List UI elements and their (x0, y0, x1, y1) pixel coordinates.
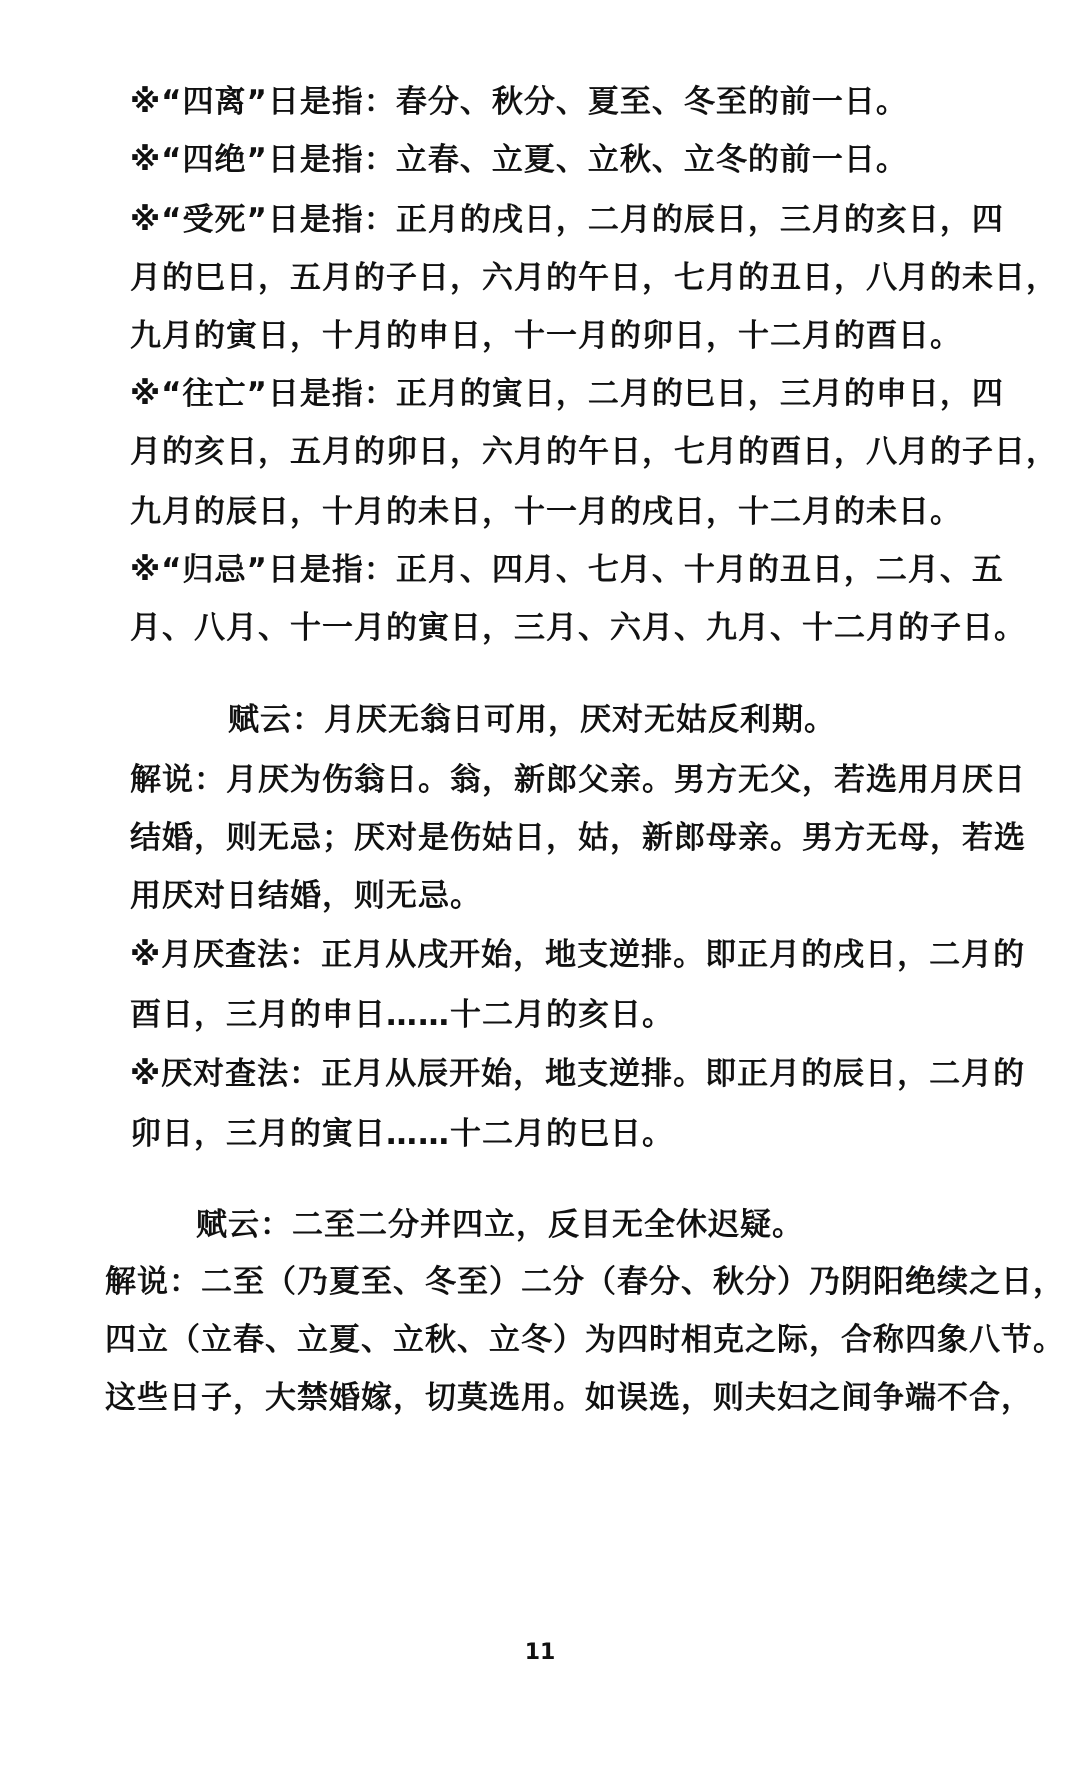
page-number: 11 (524, 1640, 556, 1665)
text-line: 月的亥日，五月的卯日，六月的午日，七月的酉日，八月的子日， (130, 434, 1058, 470)
verse-heading: 赋云：月厌无翁日可用，厌对无姑反利期。 (228, 702, 836, 738)
text-line: 这些日子，大禁婚嫁，切莫选用。如误选，则夫妇之间争端不合， (105, 1380, 1033, 1416)
text-line: 四立（立春、立夏、立秋、立冬）为四时相克之际，合称四象八节。 (105, 1322, 1065, 1358)
verse-heading: 赋云：二至二分并四立，反目无全休迟疑。 (196, 1207, 804, 1243)
text-line: ※厌对查法：正月从辰开始，地支逆排。即正月的辰日，二月的 (130, 1056, 1026, 1092)
text-line: ※“四离”日是指：春分、秋分、夏至、冬至的前一日。 (130, 84, 908, 120)
text-line: 解说：月厌为伤翁日。翁，新郎父亲。男方无父，若选用月厌日 (130, 762, 1026, 798)
text-line: 卯日，三月的寅日……十二月的巳日。 (130, 1116, 674, 1152)
text-line: ※“往亡”日是指：正月的寅日，二月的巳日，三月的申日，四 (130, 376, 1004, 412)
text-line: ※“四绝”日是指：立春、立夏、立秋、立冬的前一日。 (130, 142, 908, 178)
text-line: 九月的寅日，十月的申日，十一月的卯日，十二月的酉日。 (130, 318, 962, 354)
text-line: ※月厌查法：正月从戌开始，地支逆排。即正月的戌日，二月的 (130, 937, 1026, 973)
text-line: 月、八月、十一月的寅日，三月、六月、九月、十二月的子日。 (130, 610, 1026, 646)
text-line: 解说：二至（乃夏至、冬至）二分（春分、秋分）乃阴阳绝续之日， (105, 1264, 1065, 1300)
text-line: 月的巳日，五月的子日，六月的午日，七月的丑日，八月的未日， (130, 260, 1058, 296)
text-line: 用厌对日结婚，则无忌。 (130, 878, 482, 914)
text-line: 酉日，三月的申日……十二月的亥日。 (130, 997, 674, 1033)
text-line: 结婚，则无忌；厌对是伤姑日，姑，新郎母亲。男方无母，若选 (130, 820, 1026, 856)
text-line: 九月的辰日，十月的未日，十一月的戌日，十二月的未日。 (130, 494, 962, 530)
text-line: ※“受死”日是指：正月的戌日，二月的辰日，三月的亥日，四 (130, 202, 1004, 238)
text-line: ※“归忌”日是指：正月、四月、七月、十月的丑日，二月、五 (130, 552, 1004, 588)
